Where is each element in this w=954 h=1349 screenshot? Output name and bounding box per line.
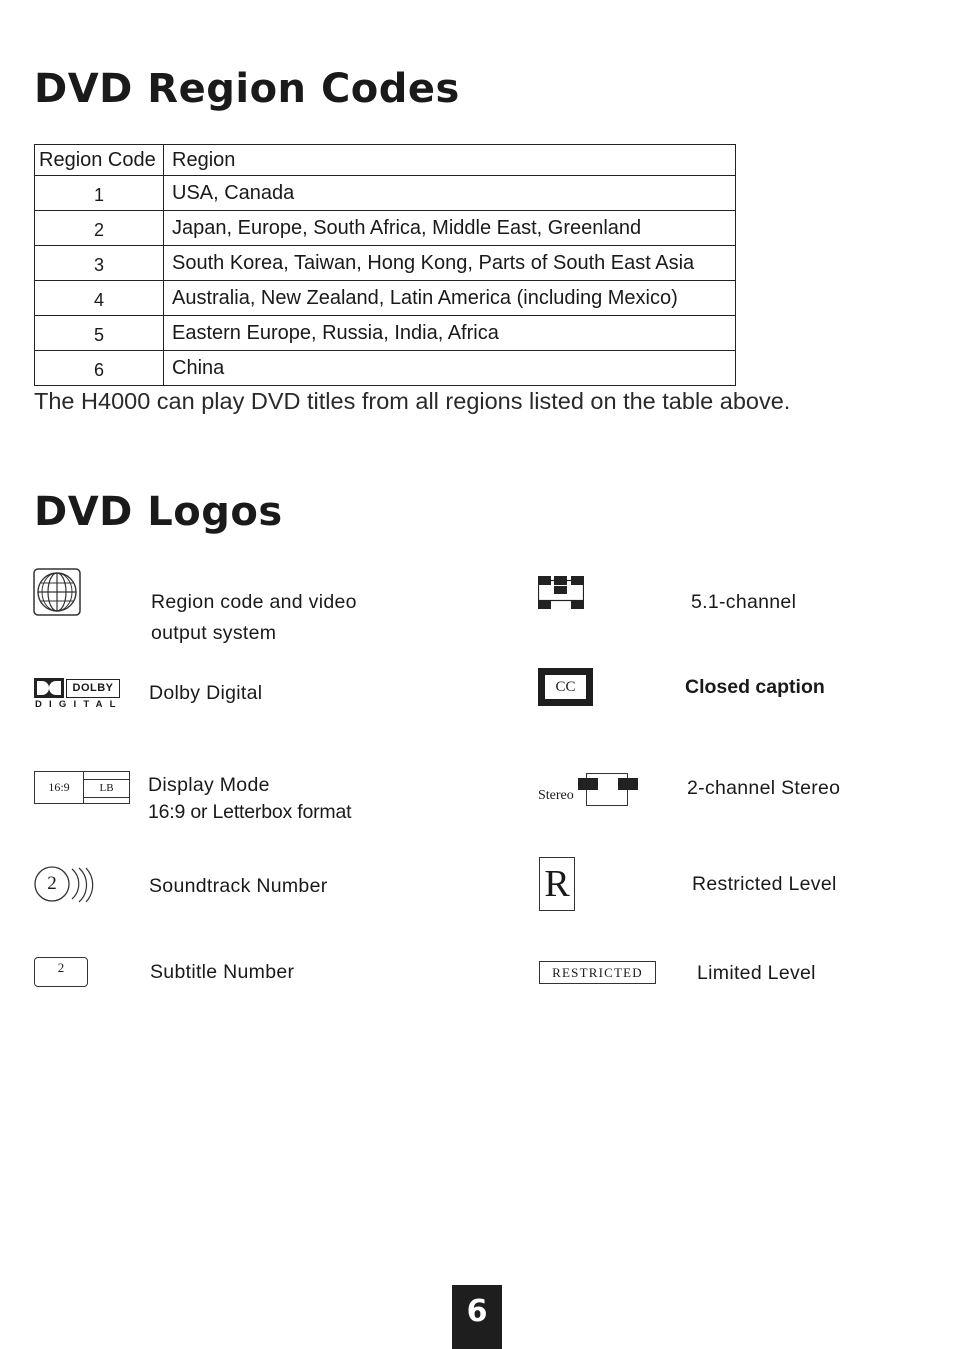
region-name-cell: China xyxy=(164,351,736,386)
region-code-cell: 3 xyxy=(35,246,164,281)
closed-caption-icon: CC xyxy=(538,668,593,706)
column-header-code: Region Code xyxy=(35,145,164,176)
region-code-cell: 4 xyxy=(35,281,164,316)
logos-title: DVD Logos xyxy=(34,489,283,535)
subtitle-label: Subtitle Number xyxy=(150,961,295,983)
restricted-badge-icon: RESTRICTED xyxy=(539,961,656,984)
soundtrack-icon: 2 xyxy=(34,866,96,904)
display-mode-label: Display Mode 16:9 or Letterbox format xyxy=(148,774,352,823)
region-code-cell: 2 xyxy=(35,211,164,246)
display-mode-icon: 16:9 LB xyxy=(34,771,130,804)
subtitle-icon: 2 xyxy=(34,957,88,987)
region-code-label: Region code and video output system xyxy=(151,591,357,644)
region-code-cell: 1 xyxy=(35,176,164,211)
region-name-cell: USA, Canada xyxy=(164,176,736,211)
column-header-region: Region xyxy=(164,145,736,176)
table-row xyxy=(35,211,736,246)
globe-icon xyxy=(33,568,81,616)
table-row xyxy=(35,351,736,386)
region-codes-title: DVD Region Codes xyxy=(34,66,460,112)
page-number: 6 xyxy=(452,1285,502,1349)
table-row xyxy=(35,281,736,316)
soundtrack-label: Soundtrack Number xyxy=(149,875,328,897)
region-note: The H4000 can play DVD titles from all regions listed on the table above. xyxy=(34,388,791,414)
region-name-cell: South Korea, Taiwan, Hong Kong, Parts of South East Asia xyxy=(164,246,736,281)
closed-caption-label: Closed caption xyxy=(685,676,825,698)
five-one-channel-icon xyxy=(538,576,584,610)
restricted-level-label: Restricted Level xyxy=(692,873,837,895)
region-code-cell: 5 xyxy=(35,316,164,351)
limited-level-label: Limited Level xyxy=(697,962,816,984)
table-row xyxy=(35,316,736,351)
stereo-label: 2-channel Stereo xyxy=(687,777,841,799)
region-name-cell: Eastern Europe, Russia, India, Africa xyxy=(164,316,736,351)
region-name-cell: Japan, Europe, South Africa, Middle East, Greenland xyxy=(164,211,736,246)
region-code-cell: 6 xyxy=(35,351,164,386)
restricted-r-icon: R xyxy=(539,857,575,911)
table-row xyxy=(35,246,736,281)
table-row xyxy=(35,176,736,211)
dolby-digital-icon: DOLBY DIGITAL xyxy=(34,678,124,712)
dolby-digital-label: Dolby Digital xyxy=(149,682,263,704)
five-one-channel-label: 5.1-channel xyxy=(691,591,797,613)
region-name-cell: Australia, New Zealand, Latin America (including Mexico) xyxy=(164,281,736,316)
stereo-icon: Stereo xyxy=(538,771,640,807)
table-header-row xyxy=(35,145,736,176)
region-codes-table xyxy=(34,144,736,386)
